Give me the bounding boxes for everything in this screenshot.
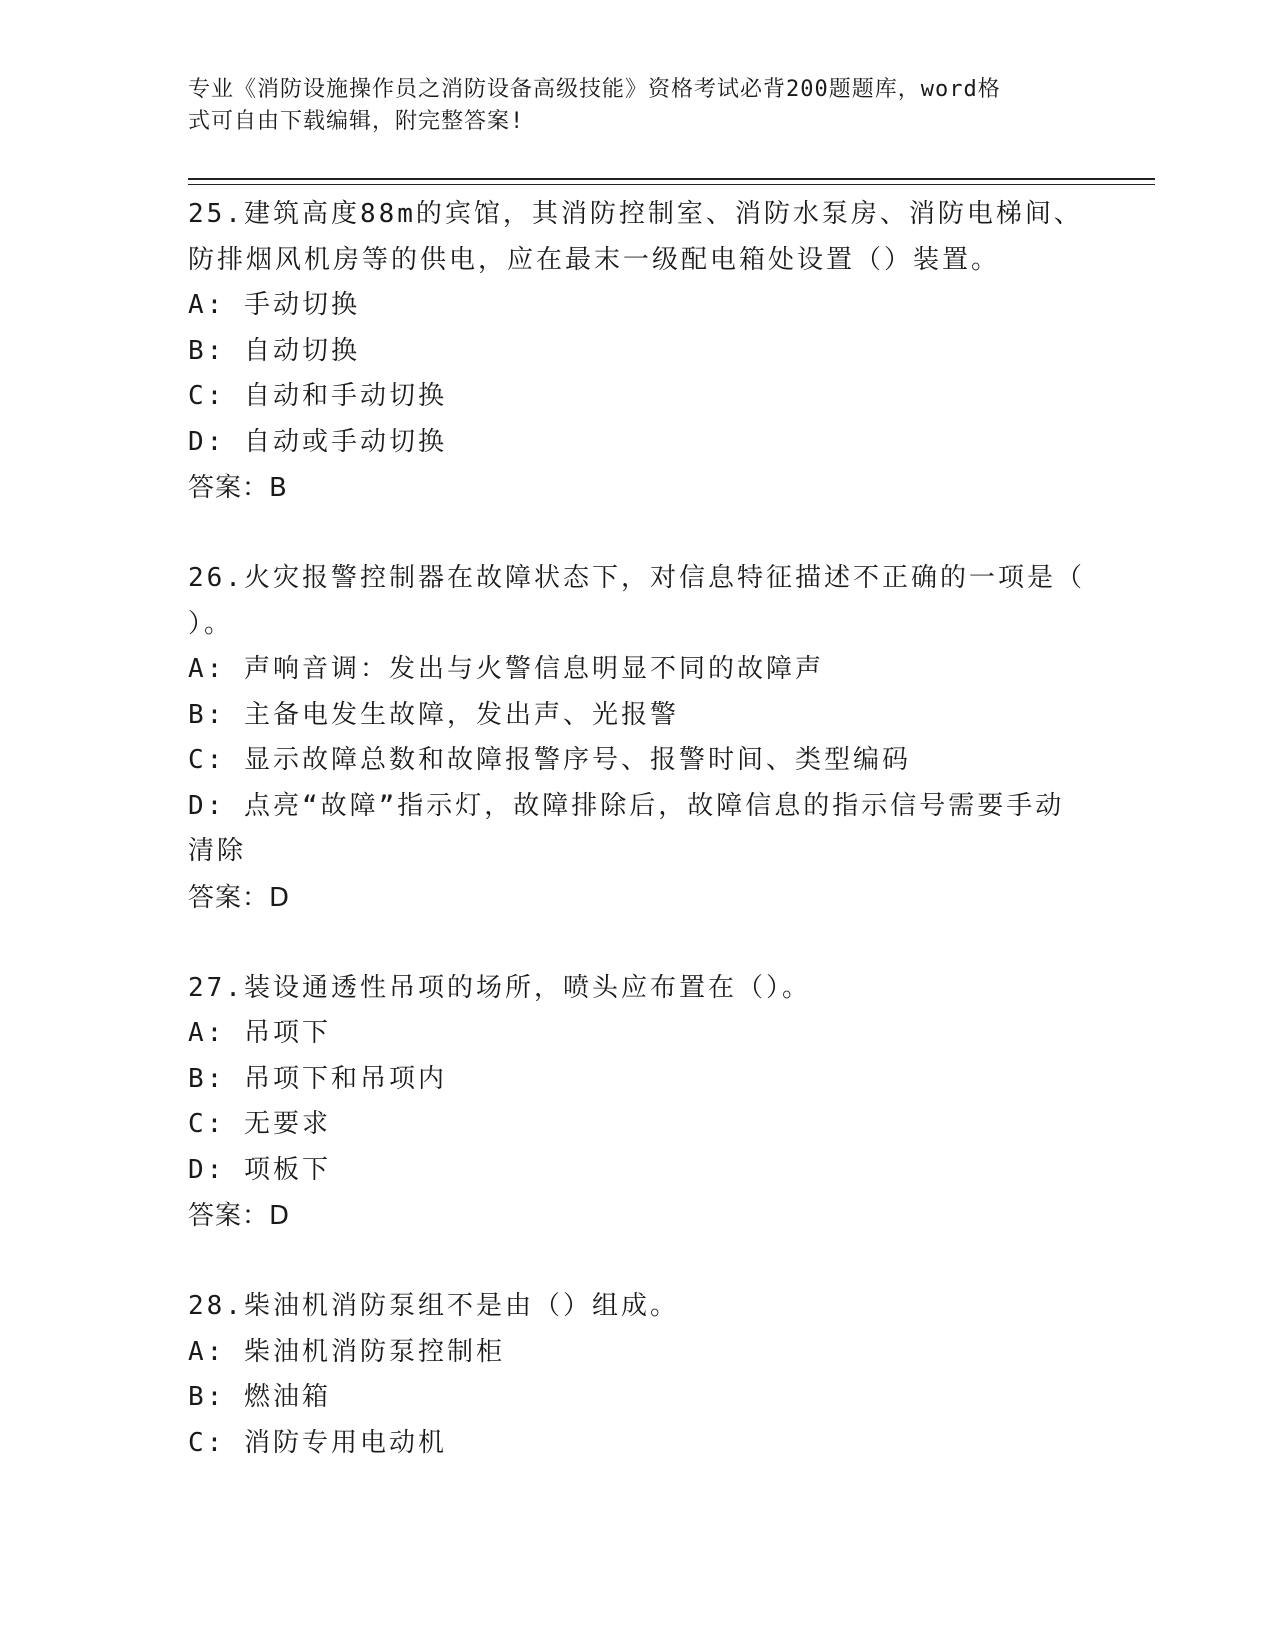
header-divider-thick — [188, 178, 1155, 180]
option-d: D: 项板下 — [188, 1154, 331, 1185]
answer-label: 答案：D — [188, 1201, 291, 1231]
header-line-2: 式可自由下载编辑，附完整答案! — [188, 109, 525, 134]
option-a: A: 吊项下 — [188, 1018, 331, 1048]
question-stem-line: 25.建筑高度88m的宾馆，其消防控制室、消防水泵房、消防电梯间、 — [188, 199, 1083, 229]
question-27 — [188, 966, 1088, 1240]
option-d-continued: 清除 — [188, 836, 247, 866]
option-c: C: 显示故障总数和故障报警序号、报警时间、类型编码 — [188, 745, 911, 775]
option-c: C: 消防专用电动机 — [188, 1427, 447, 1458]
question-28 — [188, 1284, 1088, 1466]
document-header — [188, 74, 1068, 138]
answer-label: 答案：D — [188, 882, 291, 913]
option-a: A: 声响音调：发出与火警信息明显不同的故障声 — [188, 654, 824, 684]
header-line-1: 专业《消防设施操作员之消防设备高级技能》资格考试必背200题题库，word格 — [188, 77, 1001, 102]
option-c: C: 自动和手动切换 — [188, 381, 447, 411]
question-stem-line: 28.柴油机消防泵组不是由（）组成。 — [188, 1291, 679, 1321]
option-a: A: 手动切换 — [188, 290, 360, 320]
option-b: B: 吊项下和吊项内 — [188, 1063, 447, 1094]
question-25 — [188, 192, 1088, 511]
header-divider-thin — [188, 184, 1155, 185]
question-stem-line: ）。 — [188, 608, 234, 639]
option-b: B: 自动切换 — [188, 335, 360, 366]
answer-label: 答案：B — [188, 473, 288, 503]
option-a: A: 柴油机消防泵控制柜 — [188, 1336, 505, 1367]
question-stem-line: 26.火灾报警控制器在故障状态下，对信息特征描述不正确的一项是（ — [188, 563, 1085, 593]
option-d: D: 点亮“故障”指示灯，故障排除后，故障信息的指示信号需要手动 — [188, 790, 1065, 821]
question-list — [188, 192, 1088, 1511]
question-26 — [188, 556, 1088, 921]
option-d: D: 自动或手动切换 — [188, 426, 447, 457]
question-stem-line: 防排烟风机房等的供电，应在最末一级配电箱处设置（）装置。 — [188, 244, 1001, 275]
option-b: B: 主备电发生故障，发出声、光报警 — [188, 699, 679, 730]
question-stem-line: 27.装设通透性吊项的场所，喷头应布置在（）。 — [188, 972, 811, 1003]
option-b: B: 燃油箱 — [188, 1382, 331, 1412]
option-c: C: 无要求 — [188, 1109, 331, 1139]
